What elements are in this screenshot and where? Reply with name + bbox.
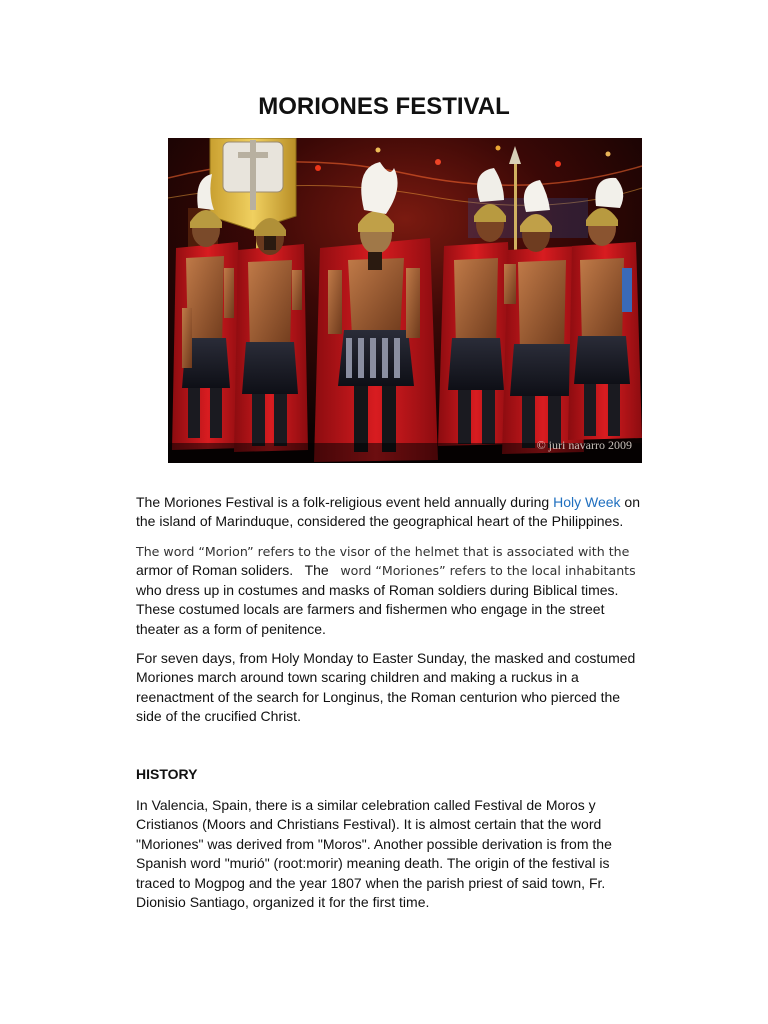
morion-line5: theater as a form of penitence. — [136, 620, 326, 637]
history-line5: traced to Mogpog and the year 1807 when the parish priest of said town, Fr. — [136, 874, 606, 891]
morion-line2a: armor of Roman soliders. The — [136, 562, 341, 579]
holy-week-link[interactable]: Holy Week — [553, 494, 621, 510]
morion-paragraph — [136, 542, 696, 639]
moriones-soldiers-illustration — [168, 138, 642, 463]
history-line2: Cristianos (Moors and Christians Festival). It is almost certain that the word — [136, 816, 602, 833]
intro-text: The Moriones Festival is a folk-religious event held annually during — [136, 494, 554, 510]
history-line4: Spanish word "murió" (root:morir) meaning death. The origin of the festival is — [136, 855, 610, 872]
seven-days-paragraph — [136, 649, 696, 727]
intro-paragraph — [136, 493, 696, 532]
history-line3: "Moriones" was derived from "Moros". Another possible derivation is from the — [136, 835, 612, 852]
morion-line1: The word “Morion” refers to the visor of the helmet that is associated with the — [136, 544, 630, 559]
photo-credit: © juri navarro 2009 — [536, 438, 632, 452]
history-line6: Dionisio Santiago, organized it for the first time. — [136, 894, 430, 911]
seven-days-line4: side of the crucified Christ. — [136, 708, 301, 725]
page-title: MORIONES FESTIVAL — [258, 93, 510, 120]
intro-text-line2: the island of Marinduque, considered the geographical heart of the Philippines. — [136, 513, 624, 530]
festival-photo — [168, 138, 642, 463]
morion-line2b: word “Moriones” refers to the local inhabitants — [340, 563, 636, 579]
history-heading: HISTORY — [136, 766, 198, 782]
morion-line4: These costumed locals are farmers and fishermen who engage in the street — [136, 601, 605, 618]
seven-days-line1: For seven days, from Holy Monday to Easter Sunday, the masked and costumed — [136, 650, 636, 666]
intro-text-tail: on — [620, 494, 641, 510]
seven-days-line2: Moriones march around town scaring children and making a ruckus in a — [136, 669, 579, 686]
seven-days-line3: reenactment of the search for Longinus, the Roman centurion who pierced the — [136, 688, 621, 705]
soldier-figure — [234, 218, 308, 452]
history-line1: In Valencia, Spain, there is a similar celebration called Festival de Moros y — [136, 797, 596, 813]
history-paragraph — [136, 796, 696, 912]
morion-line3: who dress up in costumes and masks of Roman soldiers during Biblical times. — [136, 581, 619, 598]
